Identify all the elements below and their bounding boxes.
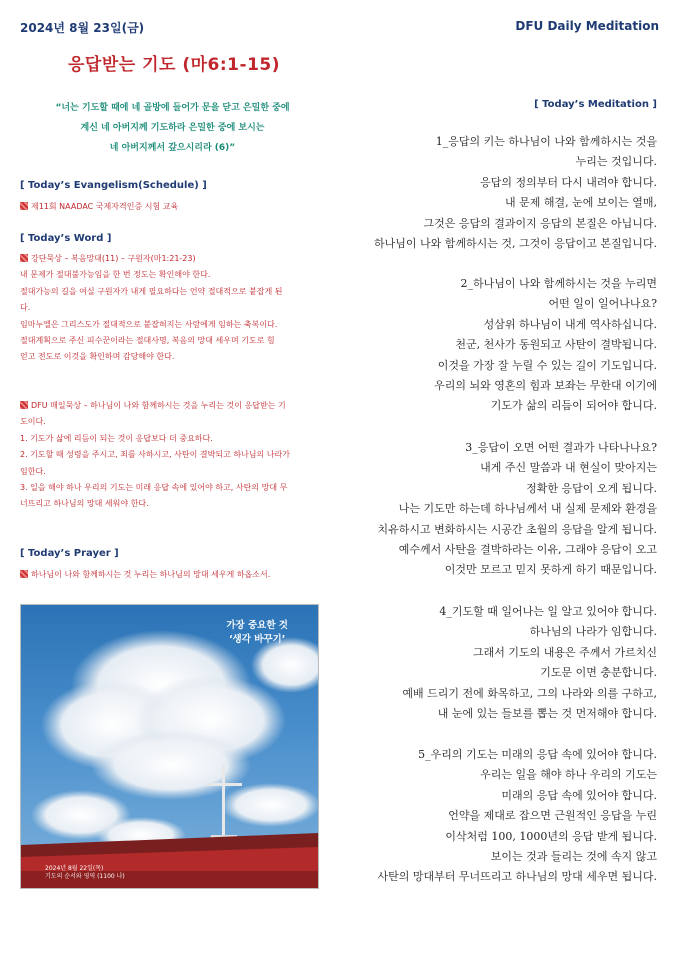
- photo-stamp: [45, 865, 125, 881]
- word-line: 내 문제가 절대불가능임을 한 번 정도는 확인해야 한다.: [20, 270, 211, 280]
- photo-caption-line: ‘생각 바꾸기’: [228, 634, 286, 645]
- word-block-1: [20, 251, 325, 366]
- photo-stamp-line: 2024년 8월 22일(목): [45, 865, 104, 872]
- photo-caption: [226, 619, 288, 647]
- meditation-line: 이것만 모르고 믿지 못하게 하기 때문입니다.: [444, 563, 657, 577]
- meditation-line: 그래서 기도의 내용은 주께서 가르치신: [472, 645, 657, 659]
- word-line: 2. 기도할 때 성령을 주시고, 죄를 사하시고, 사탄이 결박되고 하나님의 나라가: [20, 450, 290, 460]
- photo-caption-line: 가장 중요한 것: [226, 620, 288, 631]
- meditation-line: 예수께서 사탄을 결박하라는 이유, 그래야 응답이 오고: [398, 543, 657, 557]
- word-line: 임한다.: [20, 466, 46, 476]
- meditation-line: 정확한 응답이 오게 됩니다.: [526, 481, 657, 495]
- meditation-line: 내 눈에 있는 들보를 뽑는 것 먼저해야 합니다.: [437, 707, 657, 721]
- meditation-line: 치유하시고 변화하시는 시공간 초월의 응답을 알게 됩니다.: [377, 522, 657, 536]
- bullet-square-icon: [20, 570, 28, 578]
- word-line: 절대가능의 길을 여실 구원자가 내게 필요하다는 언약 절대적으로 붙잡게 된: [20, 286, 283, 296]
- meditation-line: 하나님의 나라가 임합니다.: [529, 625, 657, 639]
- meditation-line: 5_우리의 기도는 미래의 응답 속에 있어야 합니다.: [418, 748, 657, 761]
- meditation-line: 보이는 것과 들리는 것에 속지 않고: [490, 850, 657, 864]
- list-item-text: 제11회 NAADAC 국제자격인증 시험 교육: [31, 202, 179, 211]
- word-heading: [ Today’s Word ]: [20, 233, 112, 244]
- word-block-2: [20, 398, 325, 513]
- meditation-paragraph-4: [327, 602, 657, 724]
- meditation-paragraph-2: [327, 274, 657, 417]
- meditation-line: 4_기도할 때 일어나는 일 알고 있어야 합니다.: [439, 605, 657, 618]
- word-line: 너뜨리고 하나님의 망대 세워야 한다.: [20, 499, 149, 509]
- meditation-line: 1_응답의 키는 하나님이 나와 함께하시는 것을: [435, 135, 657, 148]
- word-line-text: DFU 매일묵상 – 하나님이 나와 함께하시는 것을 누리는 것이 응답받는 기: [31, 401, 286, 410]
- word-line: 절대계획으로 주신 피수꾼이라는 절대사명, 복음의 망대 세우며 기도로 힘: [20, 336, 275, 346]
- meditation-heading: [ Today’s Meditation ]: [534, 99, 657, 110]
- evangelism-heading: [ Today’s Evangelism(Schedule) ]: [20, 180, 207, 191]
- word-line: 임마누엘은 그리스도가 절대적으로 붙잡혀지는 사람에게 임하는 축복이다.: [20, 319, 278, 329]
- bullet-square-icon: [20, 254, 28, 262]
- sky-cross-photo: [20, 604, 319, 889]
- word-line: 도이다.: [20, 417, 46, 427]
- verse-line: 네 아버지께서 갚으시리라 (6)”: [109, 143, 236, 153]
- verse-line: 계신 네 아버지께 기도하라 은밀한 중에 보시는: [80, 123, 265, 133]
- meditation-line: 내 문제 해결, 눈에 보이는 열매,: [505, 196, 657, 210]
- word-line: [20, 251, 325, 267]
- word-line-text: 강단묵상 – 복음망대(11) – 구원자(마1:21-23): [31, 254, 196, 263]
- meditation-line: 천군, 천사가 동원되고 사탄이 결박됩니다.: [455, 338, 657, 352]
- prayer-heading: [ Today’s Prayer ]: [20, 548, 119, 559]
- meditation-line: 하나님이 나와 함께하시는 것, 그것이 응답이고 본질입니다.: [374, 237, 657, 251]
- meditation-line: 나는 기도만 하는데 하나님께서 내 실제 문제와 환경을: [398, 502, 657, 516]
- list-item: [20, 567, 325, 583]
- word-line: 1. 기도가 삶에 리듬이 되는 것이 응답보다 더 중요하다.: [20, 433, 213, 443]
- prayer-list: [20, 567, 325, 583]
- brand-label: DFU Daily Meditation: [515, 19, 659, 33]
- meditation-line: 기도문 이면 충분합니다.: [540, 666, 657, 680]
- meditation-line: 이삭처럼 100, 1000년의 응답 받게 됩니다.: [445, 829, 657, 843]
- meditation-line: 예배 드리기 전에 화목하고, 그의 나라와 의를 구하고,: [402, 686, 657, 700]
- meditation-line: 사탄의 망대부터 무너뜨리고 하나님의 망대 세우면 됩니다.: [377, 870, 657, 884]
- meditation-line: 어떤 일이 일어나나요?: [548, 297, 657, 311]
- meditation-line: 응답의 정의부터 다시 내려야 합니다.: [480, 175, 657, 189]
- list-item-text: 하나님이 나와 함께하시는 것 누리는 하나님의 망대 세우게 하옵소서.: [31, 570, 271, 579]
- meditation-line: 2_하나님이 나와 함께하시는 것을 누리면: [460, 277, 657, 290]
- meditation-line: 3_응답이 오면 어떤 결과가 나타나나요?: [465, 441, 657, 454]
- meditation-line: 기도가 삶의 리듬이 되어야 합니다.: [490, 399, 657, 413]
- meditation-line: 우리는 일을 해야 하나 우리의 기도는: [480, 768, 657, 782]
- key-verse: [20, 98, 325, 158]
- evangelism-list: [20, 199, 325, 215]
- word-line: 3. 일을 해야 하나 우리의 기도는 미래 응답 속에 있어야 하고, 사탄의 망대 무: [20, 483, 288, 493]
- meditation-paragraph-5: [327, 745, 657, 888]
- meditation-line: 내게 주신 말씀과 내 현실이 맞아지는: [480, 461, 657, 475]
- meditation-paragraph-1: [327, 132, 657, 254]
- date-label: 2024년 8월 23일(금): [20, 21, 145, 35]
- meditation-line: 언약을 제대로 잡으면 근원적인 응답을 누린: [448, 809, 657, 823]
- meditation-line: 누리는 것입니다.: [575, 155, 657, 169]
- meditation-line: 그것은 응답의 결과이지 응답의 본질은 아닙니다.: [423, 216, 657, 230]
- meditation-line: 미래의 응답 속에 있어야 합니다.: [501, 788, 657, 802]
- word-line: 얻고 전도로 이것을 확인하며 감당해야 한다.: [20, 352, 175, 362]
- meditation-line: 이것을 가장 잘 누릴 수 있는 길이 기도입니다.: [437, 358, 657, 372]
- meditation-paragraph-3: [327, 438, 657, 581]
- photo-stamp-line: 기도의 순서와 영역 (1100 나): [45, 873, 125, 880]
- bullet-square-icon: [20, 202, 28, 210]
- page-title: 응답받는 기도 (마6:1-15): [68, 55, 280, 75]
- list-item: [20, 199, 325, 215]
- word-line: 다.: [20, 303, 31, 313]
- meditation-line: 우리의 뇌와 영혼의 힘과 보좌는 무한대 이기에: [434, 379, 657, 393]
- bullet-square-icon: [20, 401, 28, 409]
- verse-line: “너는 기도할 때에 네 골방에 들어가 문을 닫고 은밀한 중에: [55, 103, 290, 113]
- photo-illustration: [21, 605, 318, 888]
- meditation-line: 성삼위 하나님이 내게 역사하십니다.: [483, 317, 657, 331]
- word-line: [20, 398, 325, 414]
